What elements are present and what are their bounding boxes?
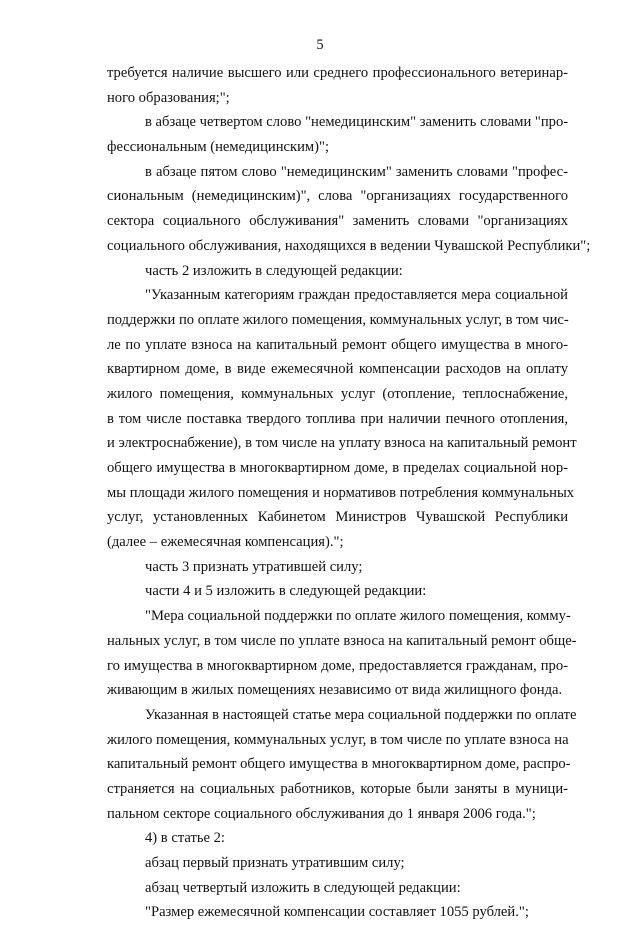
text-line: части 4 и 5 изложить в следующей редакции: [145,583,427,600]
text-line: в абзаце четвертом слово "немедицинским" заменить словами "про- [145,114,569,131]
text-line: в абзаце пятом слово "немедицинским" заменить словами "профес- [145,163,568,180]
text-line: страняется на социальных работников, которые были заняты в муници- [107,780,568,797]
text-line: "Мера социальной поддержки по оплате жилого помещения, комму- [145,608,571,625]
text-line: пальном секторе социального обслуживания до 1 января 2006 года."; [107,805,536,822]
text-line: мы площади жилого помещения и нормативов потребления коммунальных [107,484,575,501]
text-line: и электроснабжение), в том числе на уплату взноса на капитальный ремонт [107,435,577,452]
text-line: общего имущества в многоквартирном доме, в пределах социальной нор- [107,460,568,476]
text-line: абзац четвертый изложить в следующей редакции: [145,879,461,896]
text-line: 4) в статье 2: [145,830,225,847]
text-line: сектора социального обслуживания" заменить словами "организациях [107,213,568,230]
text-line: Указанная в настоящей статье мера социальной поддержки по оплате [145,706,577,723]
text-line: го имущества в многоквартирном доме, предоставляется гражданам, про- [107,657,568,674]
text-line: абзац первый признать утратившим силу; [145,855,405,871]
text-line: "Указанным категориям граждан предоставляется мера социальной [145,287,568,304]
text-line: ле по уплате взноса на капитальный ремонт общего имущества в много- [107,336,568,353]
text-line: в том числе поставка твердого топлива при наличии печного отопления, [107,410,568,427]
text-line: сиональным (немедицинским)", слова "организациях государственного [107,188,568,205]
text-line: фессиональным (немедицинским)"; [107,139,330,156]
text-line: жилого помещения, коммунальных услуг, в том числе по уплате взноса на [107,731,569,748]
text-line: часть 3 признать утратившей силу; [145,558,363,575]
text-line: ного образования;"; [107,89,230,106]
text-line: нальных услуг, в том числе по уплате взноса на капитальный ремонт обще- [107,632,577,649]
text-line: жилого помещения, коммунальных услуг (отопление, теплоснабжение, [107,385,568,402]
page-number: 5 [316,37,324,53]
text-line: часть 2 изложить в следующей редакции: [145,262,403,279]
text-line: живающим в жилых помещениях независимо от вида жилищного фонда. [107,682,563,699]
document-body [107,61,591,925]
text-line: квартирном доме, в виде ежемесячной компенсации расходов на оплату [107,361,568,378]
text-line: "Размер ежемесячной компенсации составляет 1055 рублей."; [145,904,529,921]
text-line: требуется наличие высшего или среднего профессионального ветеринар- [107,65,568,81]
text-line: социального обслуживания, находящихся в ведении Чувашской Республики"; [107,237,591,254]
text-line: услуг, установленных Кабинетом Министров Чувашской Республики [107,509,568,526]
text-line: (далее – ежемесячная компенсация)."; [107,534,344,551]
text-line: поддержки по оплате жилого помещения, коммунальных услуг, в том чис- [107,311,569,328]
text-line: капитальный ремонт общего имущества в многоквартирном доме, распро- [107,756,571,773]
